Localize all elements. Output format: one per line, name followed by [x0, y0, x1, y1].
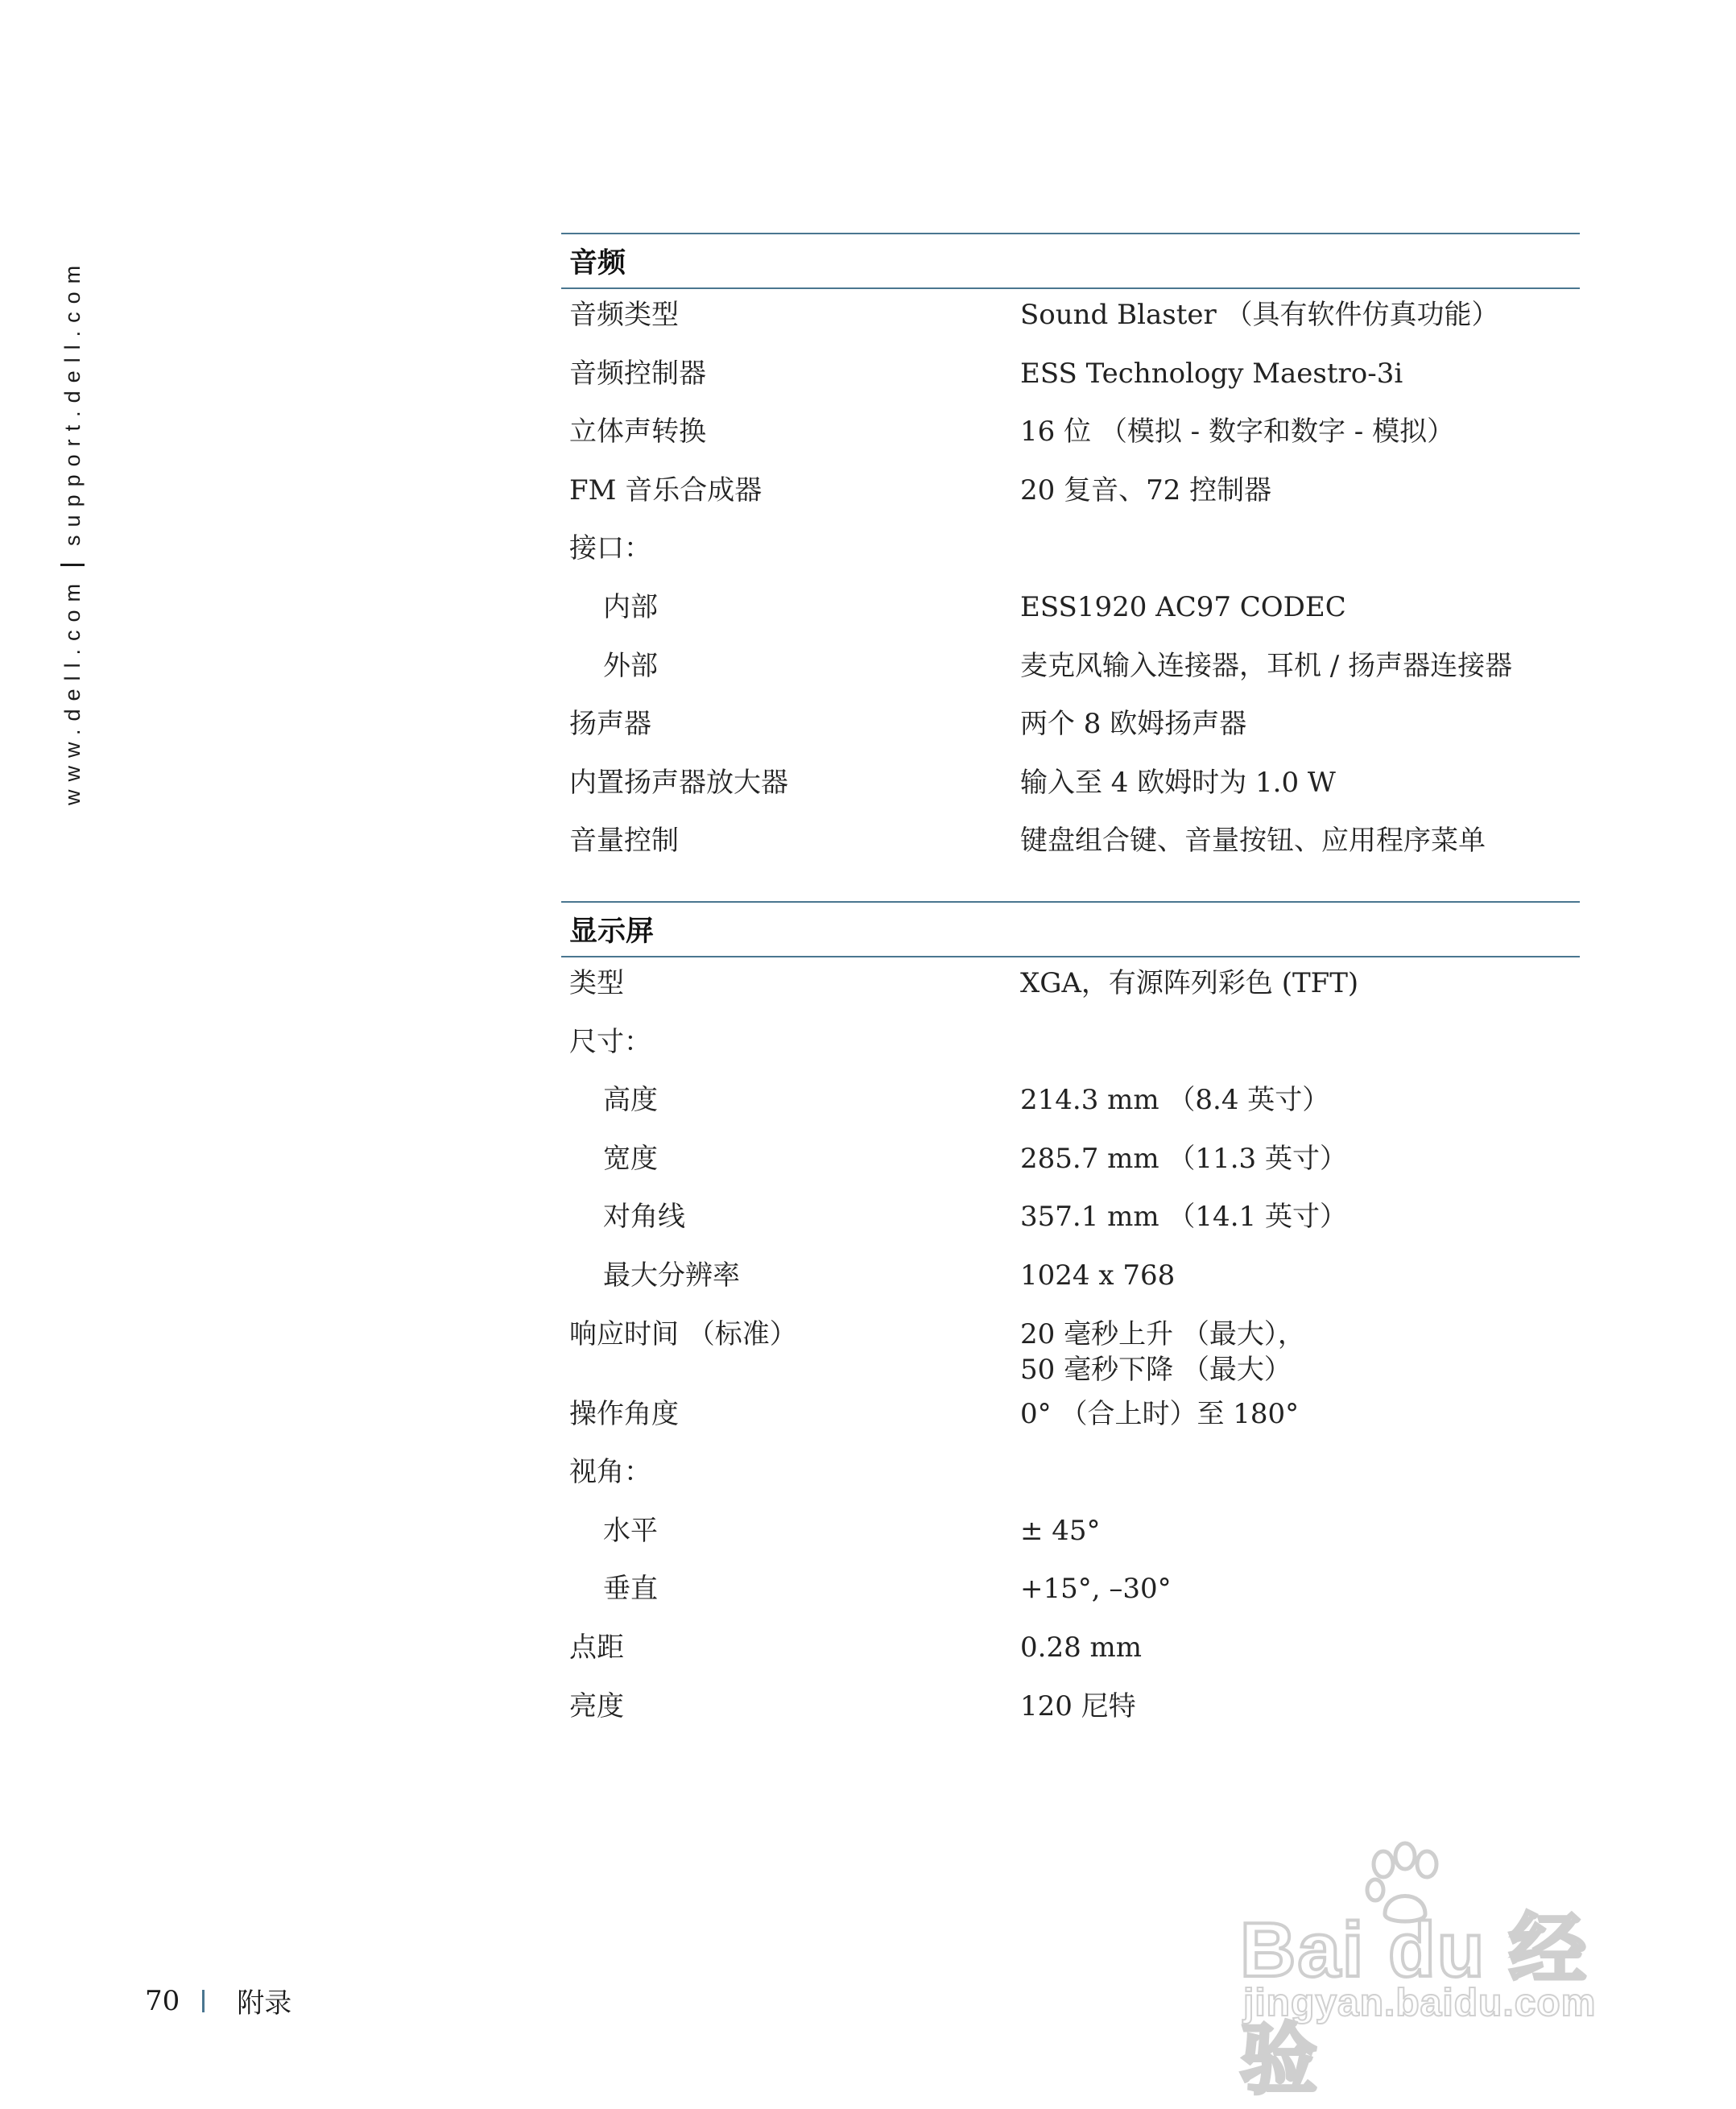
audio-spec-section	[561, 233, 1580, 882]
spec-label: 水平	[603, 1514, 658, 1547]
spec-row-audio-controller	[561, 356, 1580, 415]
spec-row-pixel-pitch	[561, 1630, 1580, 1689]
spec-label: 内置扬声器放大器	[569, 766, 788, 799]
spec-row-external	[561, 648, 1580, 707]
watermark-logo-text: Bai du 经验	[1240, 1907, 1589, 2103]
display-spec-section	[561, 901, 1580, 1747]
spec-label: 音频类型	[569, 299, 679, 331]
spec-row-horizontal	[561, 1513, 1580, 1572]
display-section-title: 显示屏	[561, 901, 1580, 957]
spec-label: 最大分辨率	[603, 1259, 740, 1292]
spec-label: 亮度	[569, 1689, 624, 1722]
spec-row-speakers	[561, 706, 1580, 765]
page-number: 70	[145, 1984, 180, 2017]
spec-label: 外部	[603, 649, 658, 682]
spec-row-viewing-angle	[561, 1454, 1580, 1513]
spec-value: 16 位 （模拟 - 数字和数字 - 模拟）	[1020, 416, 1455, 449]
display-spec-rows	[561, 957, 1580, 1747]
footer-section-name: 附录	[237, 1987, 292, 2020]
spec-row-vertical	[561, 1571, 1580, 1630]
side-url-right: support.dell.com	[60, 257, 85, 546]
spec-row-fm-synth	[561, 473, 1580, 531]
spec-value: 两个 8 欧姆扬声器	[1020, 708, 1247, 741]
spec-label: 扬声器	[569, 708, 651, 741]
spec-row-interfaces	[561, 531, 1580, 589]
spec-value: 键盘组合键、音量按钮、应用程序菜单	[1020, 825, 1486, 858]
spec-label: 音频控制器	[569, 357, 706, 390]
spec-row-stereo-conversion	[561, 414, 1580, 473]
spec-row-internal	[561, 589, 1580, 648]
spec-value: 输入至 4 欧姆时为 1.0 W	[1020, 766, 1336, 799]
spec-value: 0.28 mm	[1020, 1631, 1142, 1664]
spec-row-operating-angle	[561, 1396, 1580, 1455]
spec-label: 点距	[569, 1631, 624, 1664]
spec-row-brightness	[561, 1689, 1580, 1747]
spec-value: 285.7 mm （11.3 英寸）	[1020, 1142, 1347, 1175]
spec-label: 垂直	[603, 1573, 658, 1606]
spec-value: 214.3 mm （8.4 英寸）	[1020, 1084, 1330, 1117]
spec-row-height	[561, 1082, 1580, 1141]
spec-row-max-resolution	[561, 1258, 1580, 1317]
spec-label: 响应时间 （标准）	[569, 1317, 797, 1350]
spec-row-display-type	[561, 966, 1580, 1024]
spec-label: 接口：	[569, 532, 651, 565]
spec-label: 高度	[603, 1084, 658, 1117]
spec-value: 0° （合上时）至 180°	[1020, 1397, 1300, 1430]
spec-value: 20 复音、72 控制器	[1020, 473, 1272, 507]
spec-label: 操作角度	[569, 1397, 679, 1430]
spec-label: 内部	[603, 590, 658, 623]
spec-value: ± 45°	[1020, 1514, 1101, 1547]
spec-value: ESS Technology Maestro-3i	[1020, 357, 1403, 390]
side-url-left: www.dell.com	[60, 575, 85, 805]
side-url-divider	[60, 564, 85, 566]
side-url-text	[58, 242, 87, 805]
audio-section-title: 音频	[561, 233, 1580, 289]
spec-row-amplifier	[561, 765, 1580, 824]
spec-label: FM 音乐合成器	[569, 473, 763, 507]
spec-label: 尺寸：	[569, 1025, 651, 1058]
spec-row-dimensions	[561, 1024, 1580, 1083]
footer-divider	[202, 1990, 205, 2012]
spec-row-volume-control	[561, 823, 1580, 882]
spec-row-audio-type	[561, 297, 1580, 356]
watermark-url: jingyan.baidu.com	[1243, 1982, 1597, 2024]
baidu-jingyan-watermark	[1240, 1840, 1659, 2103]
spec-row-diagonal	[561, 1199, 1580, 1258]
spec-label: 宽度	[603, 1142, 658, 1175]
spec-row-width	[561, 1141, 1580, 1200]
spec-value: 357.1 mm （14.1 英寸）	[1020, 1201, 1347, 1234]
spec-value: XGA，有源阵列彩色 (TFT)	[1020, 967, 1359, 999]
spec-label: 类型	[569, 967, 624, 999]
spec-row-response-time	[561, 1317, 1580, 1396]
audio-spec-rows	[561, 289, 1580, 882]
page-footer	[145, 1981, 291, 2020]
spec-label: 音量控制	[569, 825, 679, 858]
spec-value: 120 尼特	[1020, 1689, 1136, 1722]
spec-value: +15°, –30°	[1020, 1573, 1172, 1606]
spec-value: ESS1920 AC97 CODEC	[1020, 590, 1346, 623]
spec-label: 立体声转换	[569, 416, 706, 449]
spec-value: 1024 x 768	[1020, 1259, 1176, 1292]
spec-label: 视角：	[569, 1456, 651, 1489]
spec-value: 麦克风输入连接器，耳机 / 扬声器连接器	[1020, 649, 1513, 682]
spec-label: 对角线	[603, 1201, 685, 1234]
spec-value: Sound Blaster （具有软件仿真功能）	[1020, 299, 1499, 331]
spec-value: 20 毫秒上升 （最大）， 50 毫秒下降 （最大）	[1020, 1317, 1305, 1386]
